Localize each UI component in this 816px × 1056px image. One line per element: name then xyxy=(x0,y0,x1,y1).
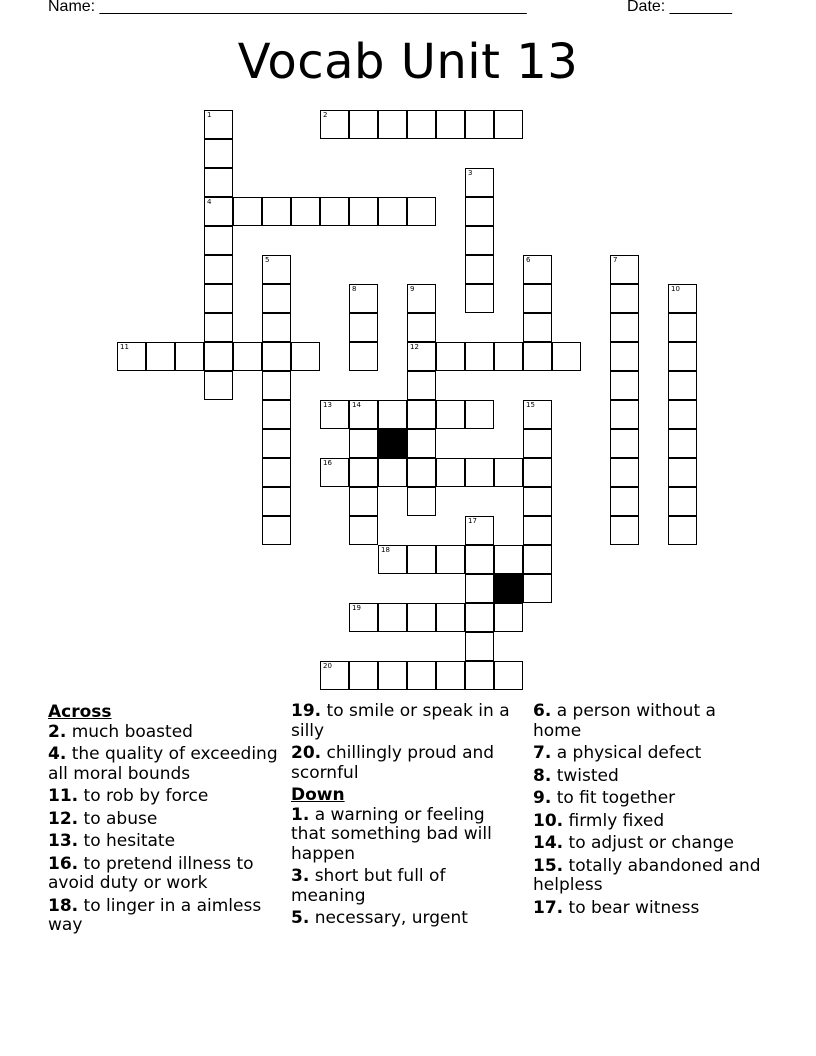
black-cell xyxy=(378,429,407,458)
grid-cell[interactable] xyxy=(436,603,465,632)
grid-cell[interactable] xyxy=(436,661,465,690)
grid-cell[interactable] xyxy=(233,342,262,371)
grid-cell[interactable] xyxy=(436,342,465,371)
grid-cell[interactable] xyxy=(465,226,494,255)
grid-cell[interactable] xyxy=(378,458,407,487)
cell-number: 8 xyxy=(352,285,357,293)
grid-cell[interactable] xyxy=(262,429,291,458)
grid-cell[interactable] xyxy=(407,342,436,371)
grid-cell[interactable] xyxy=(204,197,233,226)
grid-cell[interactable] xyxy=(349,110,378,139)
grid-cell[interactable] xyxy=(610,342,639,371)
across-heading: Across xyxy=(48,702,112,722)
grid-cell[interactable] xyxy=(668,313,697,342)
clue-down-6: 6. a person without a home xyxy=(533,701,716,741)
cell-number: 13 xyxy=(323,401,332,409)
cell-number: 11 xyxy=(120,343,129,351)
grid-cell[interactable] xyxy=(465,661,494,690)
grid-cell[interactable] xyxy=(349,661,378,690)
grid-cell[interactable] xyxy=(320,197,349,226)
grid-cell[interactable] xyxy=(494,342,523,371)
grid-cell[interactable] xyxy=(204,284,233,313)
grid-cell[interactable] xyxy=(668,371,697,400)
grid-cell[interactable] xyxy=(436,400,465,429)
grid-cell[interactable] xyxy=(291,342,320,371)
cell-number: 19 xyxy=(352,604,361,612)
grid-cell[interactable] xyxy=(610,458,639,487)
clue-down-3: 3. short but full of meaning xyxy=(291,866,446,906)
grid-cell[interactable] xyxy=(378,400,407,429)
cell-number: 10 xyxy=(671,285,680,293)
clue-across-18: 18. to linger in a aimless way xyxy=(48,895,262,935)
date-field-label: Date: _______ xyxy=(627,0,732,15)
grid-cell[interactable] xyxy=(262,458,291,487)
grid-cell[interactable] xyxy=(552,342,581,371)
grid-cell[interactable] xyxy=(349,342,378,371)
grid-cell[interactable] xyxy=(378,545,407,574)
cell-number: 12 xyxy=(410,343,419,351)
grid-cell[interactable] xyxy=(610,284,639,313)
grid-cell[interactable] xyxy=(465,197,494,226)
grid-cell[interactable] xyxy=(407,429,436,458)
clue-down-10: 10. firmly fixed xyxy=(533,810,665,831)
clue-down-17: 17. to bear witness xyxy=(533,897,700,918)
grid-cell[interactable] xyxy=(407,110,436,139)
clue-across-19: 19. to smile or speak in a silly xyxy=(291,701,510,741)
grid-cell[interactable] xyxy=(262,284,291,313)
grid-cell[interactable] xyxy=(349,516,378,545)
grid-cell[interactable] xyxy=(407,603,436,632)
clue-across-12: 12. to abuse xyxy=(48,808,158,829)
grid-cell[interactable] xyxy=(436,458,465,487)
grid-cell[interactable] xyxy=(494,110,523,139)
grid-cell[interactable] xyxy=(668,429,697,458)
cell-number: 7 xyxy=(613,256,618,264)
grid-cell[interactable] xyxy=(465,516,494,545)
clue-down-7: 7. a physical defect xyxy=(533,743,702,763)
clue-across-13: 13. to hesitate xyxy=(48,831,176,851)
clues-column-1 xyxy=(48,702,278,939)
cell-number: 6 xyxy=(526,256,531,264)
clue-down-5: 5. necessary, urgent xyxy=(291,908,468,928)
cell-number: 18 xyxy=(381,546,390,554)
grid-cell[interactable] xyxy=(378,197,407,226)
grid-cell[interactable] xyxy=(204,168,233,197)
grid-cell[interactable] xyxy=(668,400,697,429)
grid-cell[interactable] xyxy=(465,255,494,284)
grid-cell[interactable] xyxy=(407,400,436,429)
grid-cell[interactable] xyxy=(291,197,320,226)
grid-cell[interactable] xyxy=(465,284,494,313)
grid-cell[interactable] xyxy=(407,197,436,226)
cell-number: 3 xyxy=(468,169,473,177)
grid-cell[interactable] xyxy=(407,371,436,400)
black-cell xyxy=(494,574,523,603)
clue-across-16: 16. to pretend illness to avoid duty or work xyxy=(48,853,254,893)
cell-number: 1 xyxy=(207,111,212,119)
grid-cell[interactable] xyxy=(610,313,639,342)
grid-cell[interactable] xyxy=(349,197,378,226)
grid-cell[interactable] xyxy=(407,284,436,313)
grid-cell[interactable] xyxy=(204,255,233,284)
down-heading: Down xyxy=(291,785,345,805)
grid-cell[interactable] xyxy=(523,545,552,574)
grid-cell[interactable] xyxy=(523,255,552,284)
grid-cell[interactable] xyxy=(494,545,523,574)
clue-down-15: 15. totally abandoned and helpless xyxy=(533,855,761,895)
grid-cell[interactable] xyxy=(465,632,494,661)
grid-cell[interactable] xyxy=(610,371,639,400)
grid-cell[interactable] xyxy=(262,487,291,516)
grid-cell[interactable] xyxy=(610,516,639,545)
grid-cell[interactable] xyxy=(610,487,639,516)
cell-number: 17 xyxy=(468,517,477,525)
grid-cell[interactable] xyxy=(523,516,552,545)
cell-number: 4 xyxy=(207,198,212,206)
grid-cell[interactable] xyxy=(610,255,639,284)
clue-down-14: 14. to adjust or change xyxy=(533,833,734,853)
grid-cell[interactable] xyxy=(610,400,639,429)
grid-cell[interactable] xyxy=(320,661,349,690)
grid-cell[interactable] xyxy=(523,458,552,487)
cell-number: 16 xyxy=(323,459,332,467)
grid-cell[interactable] xyxy=(262,516,291,545)
grid-cell[interactable] xyxy=(204,342,233,371)
grid-cell[interactable] xyxy=(436,110,465,139)
grid-cell[interactable] xyxy=(204,313,233,342)
grid-cell[interactable] xyxy=(349,487,378,516)
clue-across-2: 2. much boasted xyxy=(48,721,193,742)
cell-number: 15 xyxy=(526,401,535,409)
name-field-label: Name: ________________________________________________ xyxy=(48,0,527,15)
grid-cell[interactable] xyxy=(523,574,552,603)
grid-cell[interactable] xyxy=(494,458,523,487)
page-title: Vocab Unit 13 xyxy=(237,34,579,90)
grid-cell[interactable] xyxy=(378,603,407,632)
grid-cell[interactable] xyxy=(407,545,436,574)
grid-cell[interactable] xyxy=(262,313,291,342)
grid-cell[interactable] xyxy=(378,661,407,690)
grid-cell[interactable] xyxy=(465,400,494,429)
grid-cell[interactable] xyxy=(407,487,436,516)
clue-down-1: 1. a warning or feeling that something bad will happen xyxy=(291,804,492,864)
cell-number: 5 xyxy=(265,256,270,264)
cell-number: 14 xyxy=(352,401,361,409)
grid-cell[interactable] xyxy=(668,458,697,487)
grid-cell[interactable] xyxy=(204,371,233,400)
clue-down-9: 9. to fit together xyxy=(533,788,676,808)
grid-cell[interactable] xyxy=(204,226,233,255)
grid-cell[interactable] xyxy=(204,110,233,139)
grid-cell[interactable] xyxy=(262,197,291,226)
grid-cell[interactable] xyxy=(668,516,697,545)
grid-cell[interactable] xyxy=(465,603,494,632)
grid-cell[interactable] xyxy=(378,110,407,139)
grid-cell[interactable] xyxy=(407,313,436,342)
cell-number: 2 xyxy=(323,111,328,119)
grid-cell[interactable] xyxy=(349,284,378,313)
grid-cell[interactable] xyxy=(465,168,494,197)
grid-cell[interactable] xyxy=(262,400,291,429)
grid-cell[interactable] xyxy=(204,139,233,168)
grid-cell[interactable] xyxy=(523,400,552,429)
grid-cell[interactable] xyxy=(523,487,552,516)
clue-across-20: 20. chillingly proud and scornful xyxy=(291,743,495,783)
grid-cell[interactable] xyxy=(523,284,552,313)
grid-cell[interactable] xyxy=(262,342,291,371)
grid-cell[interactable] xyxy=(349,400,378,429)
grid-cell[interactable] xyxy=(465,574,494,603)
grid-cell[interactable] xyxy=(465,545,494,574)
grid-cell[interactable] xyxy=(668,487,697,516)
grid-cell[interactable] xyxy=(465,110,494,139)
clues-column-2 xyxy=(291,702,516,932)
grid-cell[interactable] xyxy=(262,255,291,284)
grid-cell[interactable] xyxy=(523,342,552,371)
grid-cell[interactable] xyxy=(494,603,523,632)
grid-cell[interactable] xyxy=(407,458,436,487)
clue-across-11: 11. to rob by force xyxy=(48,786,209,806)
grid-cell[interactable] xyxy=(465,342,494,371)
grid-cell[interactable] xyxy=(349,429,378,458)
grid-cell[interactable] xyxy=(320,400,349,429)
grid-cell[interactable] xyxy=(349,603,378,632)
cell-number: 9 xyxy=(410,285,415,293)
grid-cell[interactable] xyxy=(233,197,262,226)
clues-column-3 xyxy=(533,702,763,921)
grid-cell[interactable] xyxy=(262,371,291,400)
cell-number: 20 xyxy=(323,662,332,670)
grid-cell[interactable] xyxy=(349,458,378,487)
grid-cell[interactable] xyxy=(320,458,349,487)
grid-cell[interactable] xyxy=(523,429,552,458)
grid-cell[interactable] xyxy=(175,342,204,371)
grid-cell[interactable] xyxy=(407,661,436,690)
grid-cell[interactable] xyxy=(523,313,552,342)
grid-cell[interactable] xyxy=(465,458,494,487)
clue-down-8: 8. twisted xyxy=(533,765,619,786)
grid-cell[interactable] xyxy=(610,429,639,458)
grid-cell[interactable] xyxy=(668,284,697,313)
grid-cell[interactable] xyxy=(494,661,523,690)
grid-cell[interactable] xyxy=(436,545,465,574)
grid-cell[interactable] xyxy=(668,342,697,371)
grid-cell[interactable] xyxy=(146,342,175,371)
grid-cell[interactable] xyxy=(349,313,378,342)
grid-cell[interactable] xyxy=(320,110,349,139)
grid-cell[interactable] xyxy=(117,342,146,371)
clue-across-4: 4. the quality of exceeding all moral bounds xyxy=(48,744,278,784)
